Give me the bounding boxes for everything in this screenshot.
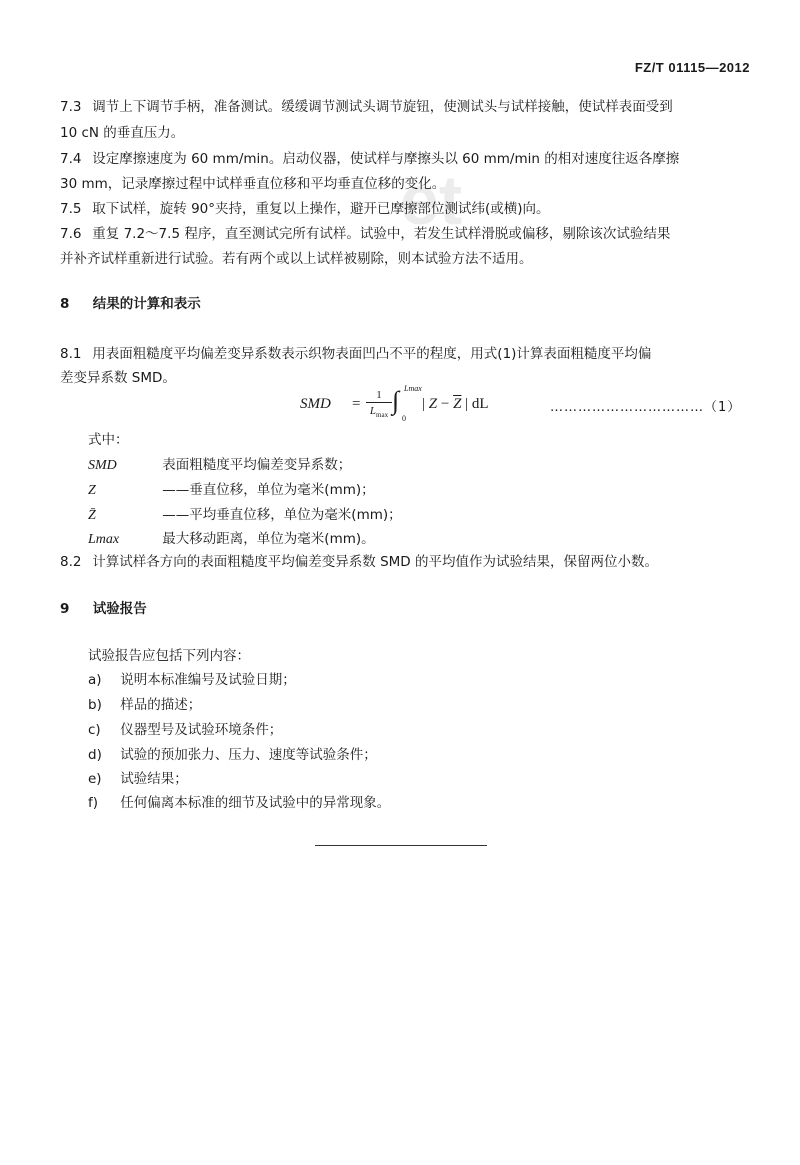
- list-item: [88, 791, 788, 815]
- clause-8-2: [60, 550, 760, 574]
- integral-upper-limit: Lmax: [404, 384, 422, 393]
- clause-7-4-cont: 30 mm，记录摩擦过程中试样垂直位移和平均垂直位移的变化。: [60, 176, 446, 192]
- symbol-desc: ——垂直位移，单位为毫米(mm)；: [162, 482, 375, 498]
- abs-open: |: [422, 396, 426, 412]
- symbol: Lmax: [88, 532, 120, 547]
- integrand-z: Z: [428, 396, 438, 412]
- clause-7-3: [60, 95, 760, 119]
- section-title: 试验报告: [92, 601, 147, 617]
- integrand: [422, 396, 489, 413]
- symbol-def-zbar: [88, 503, 788, 528]
- clause-7-5: [60, 197, 760, 221]
- section-number: 9: [60, 601, 70, 617]
- clause-text: 计算试样各方向的表面粗糙度平均偏差变异系数 SMD 的平均值作为试验结果，保留两位小数。: [92, 554, 658, 570]
- symbol-desc: 最大移动距离，单位为毫米(mm)。: [162, 531, 375, 547]
- integral-sign-icon: ∫: [392, 386, 400, 415]
- clause-7-6: [60, 222, 760, 246]
- clause-8-1-cont: 差变异系数 SMD。: [60, 370, 176, 386]
- watermark: et: [400, 161, 463, 239]
- integrand-zbar: $\overline{Z}$: [453, 396, 462, 412]
- symbol: Z̄: [88, 508, 96, 523]
- fraction-numerator: 1: [366, 388, 392, 403]
- clause-number: 8.2: [60, 554, 82, 570]
- list-label: a): [88, 672, 102, 688]
- list-item: [88, 743, 788, 767]
- fraction-denominator: [366, 403, 392, 423]
- list-text: 试验结果；: [120, 771, 188, 787]
- section-number: 8: [60, 296, 70, 312]
- formula-fraction: [366, 388, 392, 423]
- clause-7-4: [60, 147, 760, 171]
- clause-number: 7.3: [60, 99, 82, 115]
- list-text: 说明本标准编号及试验日期；: [120, 672, 296, 688]
- clause-text: 调节上下调节手柄，准备测试。缓缓调节测试头调节旋钮，使测试头与试样接触，使试样表面受到: [92, 99, 673, 115]
- formula-equals: =: [352, 396, 361, 412]
- denominator-symbol: L: [369, 405, 377, 417]
- clause-7-6-cont: 并补齐试样重新进行试验。若有两个或以上试样被剔除，则本试验方法不适用。: [60, 251, 533, 267]
- clause-text: 设定摩擦速度为 60 mm/min。启动仪器，使试样与摩擦头以 60 mm/min 的相对速度往返各摩擦: [92, 151, 680, 167]
- clause-text: 取下试样，旋转 90°夹持，重复以上操作，避开已摩擦部位测试纬(或横)向。: [92, 201, 550, 217]
- symbol: Z: [88, 483, 96, 498]
- abs-close-dl: | dL: [465, 396, 489, 412]
- symbol-def-lmax: [88, 527, 788, 552]
- list-label: c): [88, 722, 101, 738]
- symbol-desc: ——平均垂直位移，单位为毫米(mm)；: [162, 507, 402, 523]
- symbol-def-z: [88, 478, 788, 503]
- clause-number: 7.4: [60, 151, 82, 167]
- clause-number: 7.5: [60, 201, 82, 217]
- section-8-heading: [60, 292, 760, 316]
- list-text: 样品的描述；: [120, 697, 202, 713]
- formula-1: [300, 384, 760, 424]
- list-text: 试验的预加张力、压力、速度等试验条件；: [120, 747, 377, 763]
- clause-8-1: [60, 342, 760, 366]
- clause-7-3-cont: 10 cN 的垂直压力。: [60, 125, 185, 141]
- section-9-heading: [60, 597, 760, 621]
- standard-number-header: FZ/T 01115—2012: [634, 60, 750, 75]
- report-intro: 试验报告应包括下列内容：: [88, 648, 250, 664]
- integrand-minus: −: [437, 396, 454, 412]
- list-item: [88, 693, 788, 717]
- list-text: 仪器型号及试验环境条件；: [120, 722, 283, 738]
- equation-number: ……………………………（1）: [550, 400, 742, 415]
- list-label: d): [88, 747, 102, 763]
- symbol: SMD: [88, 458, 117, 473]
- integral-lower-limit: 0: [402, 414, 406, 423]
- list-label: e): [88, 771, 102, 787]
- clause-number: 8.1: [60, 346, 82, 362]
- clause-number: 7.6: [60, 226, 82, 242]
- denominator-subscript: max: [376, 411, 389, 420]
- list-item: [88, 718, 788, 742]
- clause-text: 用表面粗糙度平均偏差变异系数表示织物表面凹凸不平的程度，用式(1)计算表面粗糙度平均偏: [92, 346, 652, 362]
- list-item: [88, 668, 788, 692]
- list-text: 任何偏离本标准的细节及试验中的异常现象。: [120, 795, 391, 811]
- end-rule: [315, 845, 487, 846]
- list-label: b): [88, 697, 102, 713]
- section-title: 结果的计算和表示: [92, 296, 201, 312]
- formula-lhs: SMD: [300, 396, 331, 412]
- where-label: 式中：: [88, 432, 129, 448]
- list-item: [88, 767, 788, 791]
- symbol-def-smd: [88, 453, 788, 478]
- symbol-desc: 表面粗糙度平均偏差变异系数；: [162, 457, 352, 473]
- clause-text: 重复 7.2～7.5 程序，直至测试完所有试样。试验中，若发生试样滑脱或偏移，剔除该次试验结果: [92, 226, 671, 242]
- list-label: f): [88, 795, 99, 811]
